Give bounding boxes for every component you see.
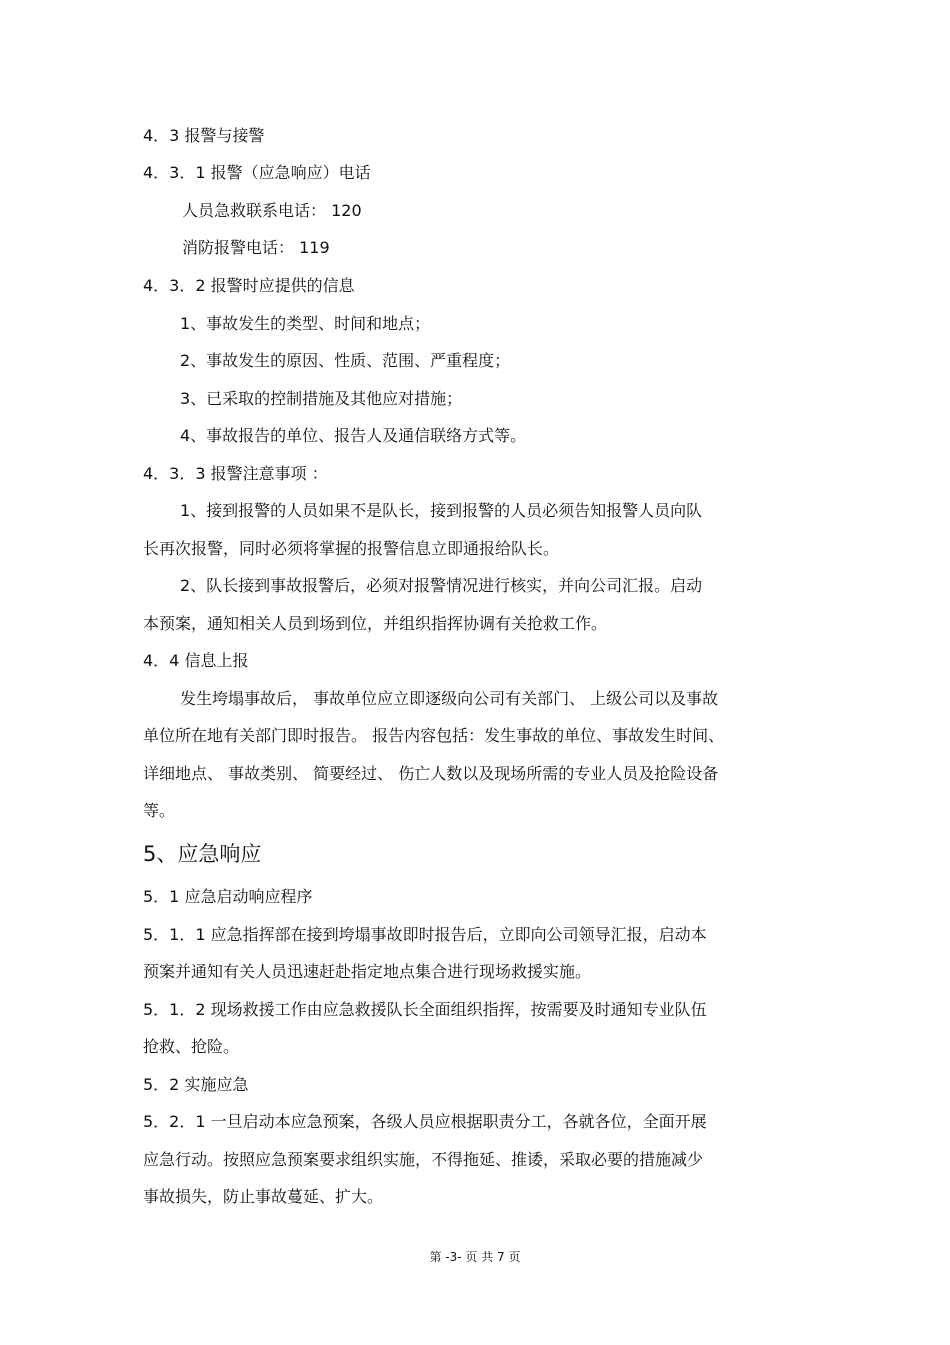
heading-4-3-3: 4．3．3 报警注意事项 ： xyxy=(143,464,328,483)
info-item-4: 4、事故报告的单位、报告人及通信联络方式等。 xyxy=(180,426,527,445)
para-5-1-1-line-1: 5．1．1 应急指挥部在接到垮塌事故即时报告后，立即向公司领导汇报，启动本 xyxy=(143,925,707,944)
heading-5-2: 5．2 实施应急 xyxy=(143,1075,249,1094)
heading-4-4: 4．4 信息上报 xyxy=(143,651,249,670)
para-5-2-1-line-2: 应急行动。按照应急预案要求组织实施，不得拖延、推诿，采取必要的措施减少 xyxy=(143,1150,704,1169)
para-5-2-1-line-3: 事故损失，防止事故蔓延、扩大。 xyxy=(143,1187,384,1206)
note-2-line-1: 2、队长接到事故报警后，必须对报警情况进行核实，并向公司汇报。启动 xyxy=(180,576,703,595)
para-5-1-2-line-2: 抢救、抢险。 xyxy=(143,1037,240,1056)
note-1-line-2: 长再次报警，同时必须将掌握的报警信息立即通报给队长。 xyxy=(143,539,560,558)
para-5-2-1-line-1: 5．2．1 一旦启动本应急预案，各级人员应根据职责分工，各就各位，全面开展 xyxy=(143,1112,707,1131)
info-item-2: 2、事故发生的原因、性质、范围、严重程度； xyxy=(180,351,511,370)
heading-5-1: 5．1 应急启动响应程序 xyxy=(143,887,313,906)
heading-4-3-2: 4．3．2 报警时应提供的信息 xyxy=(143,276,355,295)
para-5-1-2-line-1: 5．1．2 现场救援工作由应急救援队长全面组织指挥，按需要及时通知专业队伍 xyxy=(143,1000,707,1019)
info-item-1: 1、事故发生的类型、时间和地点； xyxy=(180,314,431,333)
report-paragraph-line-1: 发生垮塌事故后， 事故单位应立即逐级向公司有关部门、 上级公司以及事故 xyxy=(180,689,719,708)
report-paragraph-line-2: 单位所在地有关部门即时报告。 报告内容包括：发生事故的单位、事故发生时间、 xyxy=(143,726,725,745)
page-number-footer: 第 -3- 页 共 7 页 xyxy=(429,1250,521,1264)
info-item-3: 3、已采取的控制措施及其他应对措施； xyxy=(180,389,463,408)
heading-4-3: 4．3 报警与接警 xyxy=(143,126,265,145)
note-2-line-2: 本预案，通知相关人员到场到位，并组织指挥协调有关抢救工作。 xyxy=(143,614,608,633)
report-paragraph-line-3: 详细地点、 事故类别、 简要经过、 伤亡人数以及现场所需的专业人员及抢险设备 xyxy=(143,764,719,783)
phone-rescue-line: 人员急救联系电话： 120 xyxy=(182,201,362,220)
para-5-1-1-line-2: 预案并通知有关人员迅速赶赴指定地点集合进行现场救援实施。 xyxy=(143,962,592,981)
heading-4-3-1: 4．3．1 报警（应急响应）电话 xyxy=(143,163,371,182)
report-paragraph-line-4: 等。 xyxy=(143,801,176,820)
heading-5: 5、应急响应 xyxy=(143,842,262,866)
phone-fire-line: 消防报警电话： 119 xyxy=(182,238,330,257)
note-1-line-1: 1、接到报警的人员如果不是队长，接到报警的人员必须告知报警人员向队 xyxy=(180,501,703,520)
